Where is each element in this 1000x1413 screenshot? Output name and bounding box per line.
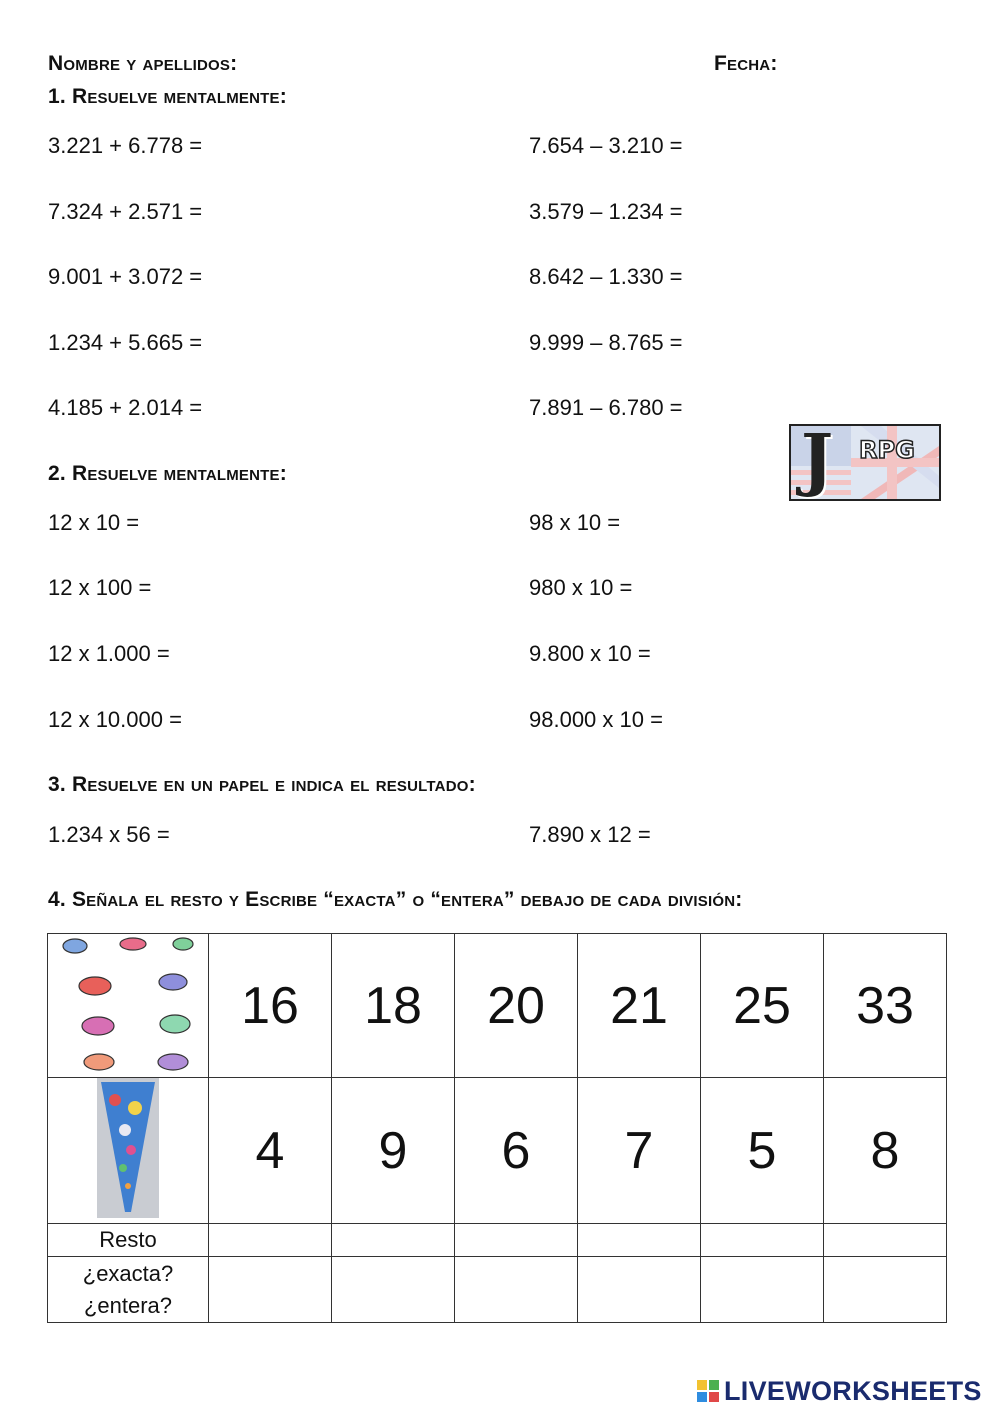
divisor-1: 4 <box>209 1078 332 1224</box>
type-label <box>48 1257 209 1323</box>
section4-title: 4. Señala el resto y Escribe “exacta” o “entera” debajo de cada división: <box>48 888 743 911</box>
s2-left-2: 12 x 100 = <box>48 575 152 600</box>
type-answer-5[interactable] <box>701 1257 824 1323</box>
s2-right-2: 980 x 10 = <box>529 575 633 600</box>
resto-answer-4[interactable] <box>578 1224 701 1257</box>
s3-right: 7.890 x 12 = <box>529 822 651 847</box>
s1-right-5: 7.891 – 6.780 = <box>529 395 683 420</box>
dividend-4: 21 <box>578 934 701 1078</box>
resto-label: Resto <box>48 1224 209 1257</box>
candies-icon <box>53 934 203 1072</box>
logo-letter: J <box>801 424 834 500</box>
s1-right-1: 7.654 – 3.210 = <box>529 133 683 158</box>
s2-right-3: 9.800 x 10 = <box>529 641 651 666</box>
section3-title: 3. Resuelve en un papel e indica el resultado: <box>48 773 476 796</box>
divisor-2: 9 <box>332 1078 455 1224</box>
candy-bag-image <box>48 1078 209 1224</box>
s1-right-3: 8.642 – 1.330 = <box>529 264 683 289</box>
s2-left-4: 12 x 10.000 = <box>48 707 182 732</box>
s3-left: 1.234 x 56 = <box>48 822 170 847</box>
logo-text: RPG <box>859 436 915 464</box>
name-label: Nombre y apellidos: <box>48 52 238 75</box>
resto-answer-2[interactable] <box>332 1224 455 1257</box>
section1-title: 1. Resuelve mentalmente: <box>48 85 287 108</box>
resto-answer-5[interactable] <box>701 1224 824 1257</box>
type-row <box>48 1257 947 1323</box>
s1-left-4: 1.234 + 5.665 = <box>48 330 203 355</box>
jrpg-logo <box>789 424 941 501</box>
resto-answer-6[interactable] <box>824 1224 947 1257</box>
type-label-exacta: ¿exacta? <box>82 1260 174 1286</box>
dividend-6: 33 <box>824 934 947 1078</box>
s2-right-4: 98.000 x 10 = <box>529 707 663 732</box>
type-label-entera: ¿entera? <box>83 1292 173 1318</box>
candy-bag-icon <box>95 1078 161 1218</box>
type-answer-2[interactable] <box>332 1257 455 1323</box>
resto-answer-1[interactable] <box>209 1224 332 1257</box>
liveworksheets-logo-icon <box>697 1380 719 1402</box>
s1-left-1: 3.221 + 6.778 = <box>48 133 203 158</box>
dividend-3: 20 <box>455 934 578 1078</box>
s1-right-2: 3.579 – 1.234 = <box>529 199 683 224</box>
s2-left-1: 12 x 10 = <box>48 510 140 535</box>
candies-image <box>48 934 209 1078</box>
dividends-row <box>48 934 947 1078</box>
s1-left-5: 4.185 + 2.014 = <box>48 395 203 420</box>
divisor-3: 6 <box>455 1078 578 1224</box>
s1-left-2: 7.324 + 2.571 = <box>48 199 203 224</box>
resto-row <box>48 1224 947 1257</box>
dividend-1: 16 <box>209 934 332 1078</box>
dividend-2: 18 <box>332 934 455 1078</box>
s2-left-3: 12 x 1.000 = <box>48 641 170 666</box>
liveworksheets-brand[interactable]: LIVEWORKSHEETS <box>724 1376 982 1406</box>
divisor-4: 7 <box>578 1078 701 1224</box>
dividend-5: 25 <box>701 934 824 1078</box>
type-answer-1[interactable] <box>209 1257 332 1323</box>
type-answer-4[interactable] <box>578 1257 701 1323</box>
section2-title: 2. Resuelve mentalmente: <box>48 462 287 485</box>
date-label: Fecha: <box>714 52 778 75</box>
s2-right-1: 98 x 10 = <box>529 510 621 535</box>
division-table <box>47 933 947 1323</box>
divisor-6: 8 <box>824 1078 947 1224</box>
divisors-row <box>48 1078 947 1224</box>
s1-right-4: 9.999 – 8.765 = <box>529 330 683 355</box>
resto-answer-3[interactable] <box>455 1224 578 1257</box>
type-answer-3[interactable] <box>455 1257 578 1323</box>
divisor-5: 5 <box>701 1078 824 1224</box>
s1-left-3: 9.001 + 3.072 = <box>48 264 203 289</box>
type-answer-6[interactable] <box>824 1257 947 1323</box>
